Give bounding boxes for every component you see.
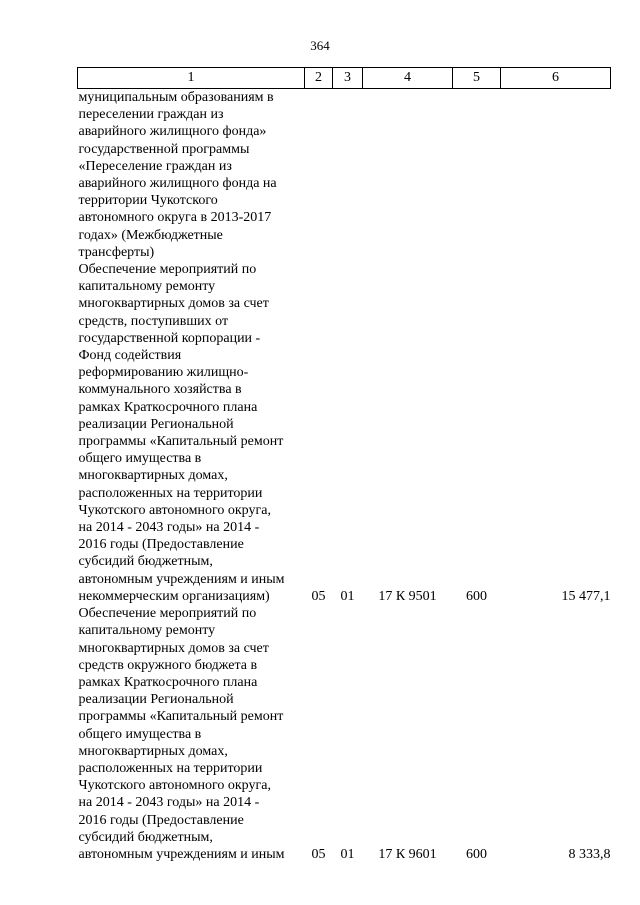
page-number: 364 [310,38,330,53]
header-col-6: 6 [501,68,611,89]
row-description: Обеспечение мероприятий по капитальному ремонту многоквартирных домов за счет средств, поступивших от государственной корпорации - Фонд содействия реформированию жилищно- коммунального хозяйства в рамках Краткосрочного плана реализации Региональной программы «Капитальный ремонт общего имущества в многоквартирных домах, расположенных на территории Чукотского автономного округа, на 2014 - 2043 годы» на 2014 - 2016 годы (Предоставление субсидий бюджетным, автономным учреждениям и иным некоммерческим организациям) [78,262,285,604]
row-amount: 8 333,8 [568,846,611,862]
row-target-code: 17 К 9601 [378,846,437,862]
row-section: 05 [311,846,326,862]
row-amount [501,89,611,262]
row-subsection: 01 [340,846,355,862]
row-expense-type: 600 [466,588,487,604]
row-section: 05 [311,588,326,604]
row-subsection: 01 [340,588,355,604]
row-section [305,89,333,262]
budget-table [77,67,611,863]
table-row [78,89,611,262]
header-col-1: 1 [78,68,305,89]
header-row [78,68,611,89]
table-row [78,261,611,605]
row-description: муниципальным образованиям в переселении граждан из аварийного жилищного фонда» государственной программы «Переселение граждан из аварийного жилищного фонда на территории Чукотского автономного округа в 2013-2017 годах» (Межбюджетные трансферты) [78,90,277,260]
row-amount: 15 477,1 [561,588,611,604]
row-target-code [363,89,453,262]
header-col-5: 5 [453,68,501,89]
header-col-4: 4 [363,68,453,89]
header-col-2: 2 [305,68,333,89]
row-target-code: 17 К 9501 [378,588,437,604]
row-description: Обеспечение мероприятий по капитальному ремонту многоквартирных домов за счет средств окружного бюджета в рамках Краткосрочного плана реализации Региональной программы «Капитальный ремонт общего имущества в многоквартирных домах, расположенных на территории Чукотского автономного округа, на 2014 - 2043 годы» на 2014 - 2016 годы (Предоставление субсидий бюджетным, автономным учреждениям и иным [78,606,285,862]
table-row [78,605,611,863]
row-expense-type: 600 [466,846,487,862]
header-col-3: 3 [333,68,363,89]
row-expense-type [453,89,501,262]
row-subsection [333,89,363,262]
